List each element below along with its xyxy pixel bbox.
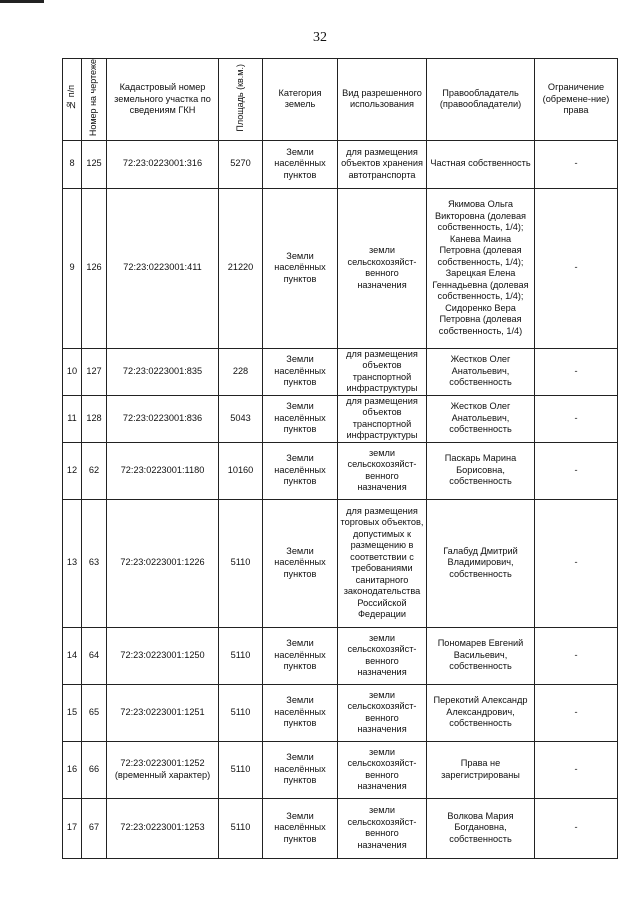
cell-cadastral-number: 72:23:0223001:1250 [107, 627, 219, 684]
header-restriction: Ограничение (обремене-ние) права [535, 59, 618, 141]
cell-permitted-use: для размещения объектов хранения автотранспорта [338, 140, 427, 188]
land-plot-table [62, 58, 618, 859]
cell-area: 5270 [219, 140, 263, 188]
cell-restriction: - [535, 627, 618, 684]
cell-permitted-use: земли сельскохозяйст-венного назначения [338, 741, 427, 798]
cell-cadastral-number: 72:23:0223001:836 [107, 395, 219, 442]
cell-drawing-number: 67 [82, 798, 107, 858]
cell-area: 10160 [219, 442, 263, 499]
page-number: 32 [313, 30, 327, 45]
cell-row-number: 17 [63, 798, 82, 858]
cell-land-category: Земли населённых пунктов [263, 499, 338, 627]
cell-cadastral-number: 72:23:0223001:835 [107, 348, 219, 395]
table-row [63, 798, 618, 858]
header-area: Площадь (кв.м.) [219, 59, 263, 141]
cell-area: 21220 [219, 188, 263, 348]
cell-right-holder: Паскарь Марина Борисовна, собственность [427, 442, 535, 499]
cell-right-holder: Галабуд Дмитрий Владимирович, собственность [427, 499, 535, 627]
cell-row-number: 13 [63, 499, 82, 627]
cell-right-holder: Права не зарегистрированы [427, 741, 535, 798]
cell-restriction: - [535, 395, 618, 442]
cell-drawing-number: 126 [82, 188, 107, 348]
cell-permitted-use: земли сельскохозяйст-венного назначения [338, 442, 427, 499]
cell-permitted-use: для размещения торговых объектов, допустимых к размещению в соответствии с требованиями санитарного законодательства Российской Федерации [338, 499, 427, 627]
cell-right-holder: Частная собственность [427, 140, 535, 188]
cell-row-number: 15 [63, 684, 82, 741]
scan-edge-mark [0, 0, 44, 3]
cell-row-number: 8 [63, 140, 82, 188]
cell-permitted-use: для размещения объектов транспортной инфраструктуры [338, 395, 427, 442]
cell-cadastral-number: 72:23:0223001:1252 (временный характер) [107, 741, 219, 798]
table-row [63, 188, 618, 348]
cell-row-number: 11 [63, 395, 82, 442]
cell-land-category: Земли населённых пунктов [263, 684, 338, 741]
header-drawing-number: Номер на чертеже [82, 59, 107, 141]
cell-cadastral-number: 72:23:0223001:411 [107, 188, 219, 348]
cell-right-holder: Волкова Мария Богдановна, собственность [427, 798, 535, 858]
cell-row-number: 16 [63, 741, 82, 798]
table-header-row [63, 59, 618, 141]
cell-drawing-number: 65 [82, 684, 107, 741]
cell-right-holder: Жестков Олег Анатольевич, собственность [427, 395, 535, 442]
cell-restriction: - [535, 348, 618, 395]
header-cadastral-number: Кадастровый номер земельного участка по сведениям ГКН [107, 59, 219, 141]
table-row [63, 499, 618, 627]
cell-area: 228 [219, 348, 263, 395]
cell-restriction: - [535, 741, 618, 798]
cell-land-category: Земли населённых пунктов [263, 395, 338, 442]
cell-drawing-number: 128 [82, 395, 107, 442]
cell-permitted-use: земли сельскохозяйст-венного назначения [338, 188, 427, 348]
header-row-number: № п/п [63, 59, 82, 141]
cell-row-number: 14 [63, 627, 82, 684]
cell-area: 5043 [219, 395, 263, 442]
table-row [63, 684, 618, 741]
cell-drawing-number: 66 [82, 741, 107, 798]
cell-restriction: - [535, 442, 618, 499]
header-land-category: Категория земель [263, 59, 338, 141]
cell-right-holder: Жестков Олег Анатольевич, собственность [427, 348, 535, 395]
cell-land-category: Земли населённых пунктов [263, 140, 338, 188]
cell-area: 5110 [219, 684, 263, 741]
cell-row-number: 9 [63, 188, 82, 348]
cell-cadastral-number: 72:23:0223001:1226 [107, 499, 219, 627]
cell-drawing-number: 125 [82, 140, 107, 188]
cell-area: 5110 [219, 499, 263, 627]
cell-cadastral-number: 72:23:0223001:1251 [107, 684, 219, 741]
cell-permitted-use: для размещения объектов транспортной инфраструктуры [338, 348, 427, 395]
cell-permitted-use: земли сельскохозяйст-венного назначения [338, 627, 427, 684]
cell-area: 5110 [219, 741, 263, 798]
cell-restriction: - [535, 798, 618, 858]
cell-cadastral-number: 72:23:0223001:1253 [107, 798, 219, 858]
cell-drawing-number: 63 [82, 499, 107, 627]
table-row [63, 741, 618, 798]
cell-land-category: Земли населённых пунктов [263, 348, 338, 395]
table-row [63, 348, 618, 395]
cell-drawing-number: 62 [82, 442, 107, 499]
cell-cadastral-number: 72:23:0223001:1180 [107, 442, 219, 499]
cell-right-holder: Пономарев Евгений Васильевич, собственность [427, 627, 535, 684]
header-permitted-use: Вид разрешенного использования [338, 59, 427, 141]
cell-restriction: - [535, 188, 618, 348]
cell-restriction: - [535, 684, 618, 741]
cell-land-category: Земли населённых пунктов [263, 741, 338, 798]
table-row [63, 140, 618, 188]
cell-drawing-number: 127 [82, 348, 107, 395]
cell-land-category: Земли населённых пунктов [263, 188, 338, 348]
cell-drawing-number: 64 [82, 627, 107, 684]
cell-row-number: 12 [63, 442, 82, 499]
cell-restriction: - [535, 140, 618, 188]
header-right-holder: Правообладатель (правообладатели) [427, 59, 535, 141]
cell-right-holder: Перекотий Александр Александрович, собственность [427, 684, 535, 741]
cell-land-category: Земли населённых пунктов [263, 442, 338, 499]
cell-right-holder: Якимова Ольга Викторовна (долевая собственность, 1/4); Канева Маина Петровна (долевая собственность, 1/4); Зарецкая Елена Геннадьевна (долевая собственность, 1/4); Сидоренко Вера Петровна (долевая собственность, 1/4) [427, 188, 535, 348]
cell-area: 5110 [219, 798, 263, 858]
table-row [63, 395, 618, 442]
cell-cadastral-number: 72:23:0223001:316 [107, 140, 219, 188]
cell-area: 5110 [219, 627, 263, 684]
cell-land-category: Земли населённых пунктов [263, 798, 338, 858]
cell-permitted-use: земли сельскохозяйст-венного назначения [338, 684, 427, 741]
cell-row-number: 10 [63, 348, 82, 395]
cell-permitted-use: земли сельскохозяйст-венного назначения [338, 798, 427, 858]
cell-land-category: Земли населённых пунктов [263, 627, 338, 684]
table-row [63, 442, 618, 499]
cell-restriction: - [535, 499, 618, 627]
table-row [63, 627, 618, 684]
